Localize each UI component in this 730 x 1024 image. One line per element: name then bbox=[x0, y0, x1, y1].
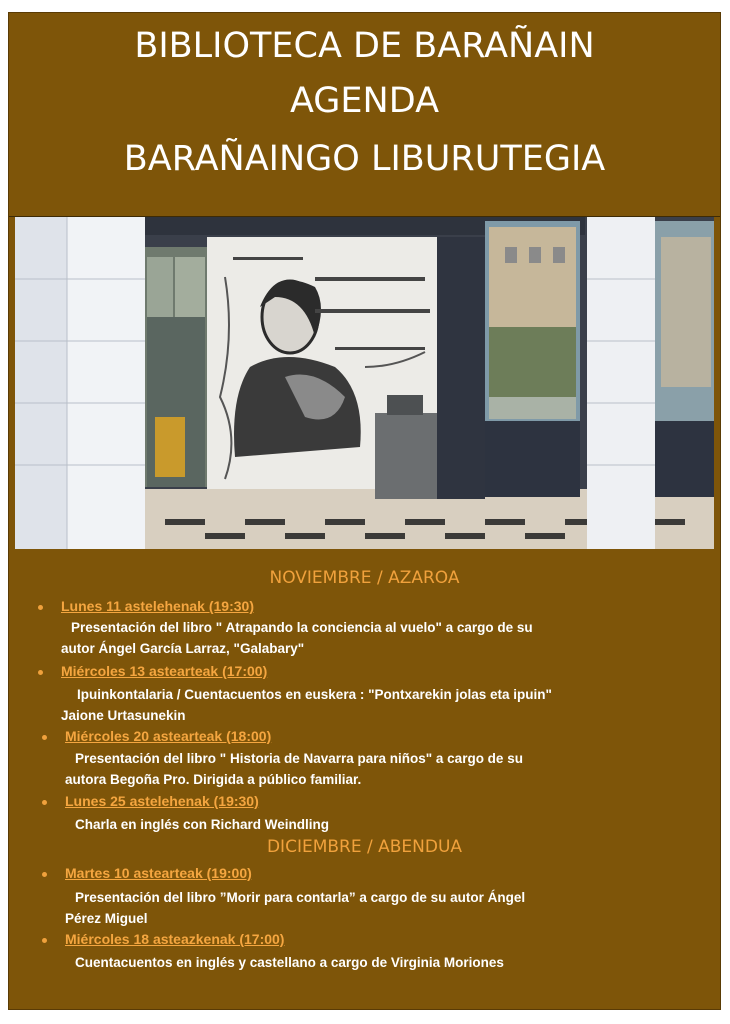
bullet-icon bbox=[42, 800, 47, 805]
poster bbox=[8, 12, 721, 1010]
event-desc-line: Jaione Urtasunekin bbox=[61, 708, 186, 723]
event-desc-line: Presentación del libro ”Morir para contarla” a cargo de su autor Ángel bbox=[75, 890, 526, 905]
month-title-november: NOVIEMBRE / AZAROA bbox=[269, 568, 460, 588]
bullet-icon bbox=[38, 670, 43, 675]
bullet-icon bbox=[38, 605, 43, 610]
month-title-december: DICIEMBRE / ABENDUA bbox=[266, 837, 463, 857]
library-entrance-photo bbox=[15, 217, 714, 549]
event-desc-line: autor Ángel García Larraz, "Galabary" bbox=[61, 641, 305, 656]
event-date-link[interactable]: Martes 10 astearteak (19:00) bbox=[65, 865, 252, 881]
title-line-2: AGENDA bbox=[289, 81, 440, 121]
event-desc-line: Presentación del libro " Historia de Navarra para niños" a cargo de su bbox=[75, 751, 523, 766]
bullet-icon bbox=[42, 872, 47, 877]
bullet-icon bbox=[42, 938, 47, 943]
event-date-link[interactable]: Miércoles 13 astearteak (17:00) bbox=[61, 663, 268, 679]
poster-header bbox=[9, 13, 720, 215]
title-line-3: BARAÑAINGO LIBURUTEGIA bbox=[123, 139, 606, 179]
event-desc-line: Presentación del libro " Atrapando la conciencia al vuelo" a cargo de su bbox=[71, 620, 533, 635]
title-line-1: BIBLIOTECA DE BARAÑAIN bbox=[134, 26, 595, 66]
event-date-link[interactable]: Lunes 25 astelehenak (19:30) bbox=[65, 793, 259, 809]
event-date-link[interactable]: Miércoles 20 astearteak (18:00) bbox=[65, 728, 272, 744]
event-desc-line: Ipuinkontalaria / Cuentacuentos en euskera : "Pontxarekin jolas eta ipuin" bbox=[77, 687, 552, 702]
event-date-link[interactable]: Lunes 11 astelehenak (19:30) bbox=[61, 598, 254, 614]
event-desc-line: autora Begoña Pro. Dirigida a público familiar. bbox=[65, 772, 362, 787]
event-desc-line: Cuentacuentos en inglés y castellano a cargo de Virginia Moriones bbox=[75, 955, 504, 970]
bullet-icon bbox=[42, 735, 47, 740]
event-date-link[interactable]: Miércoles 18 asteazkenak (17:00) bbox=[65, 931, 285, 947]
event-desc-line: Pérez Miguel bbox=[65, 911, 148, 926]
event-desc-line: Charla en inglés con Richard Weindling bbox=[75, 817, 330, 832]
